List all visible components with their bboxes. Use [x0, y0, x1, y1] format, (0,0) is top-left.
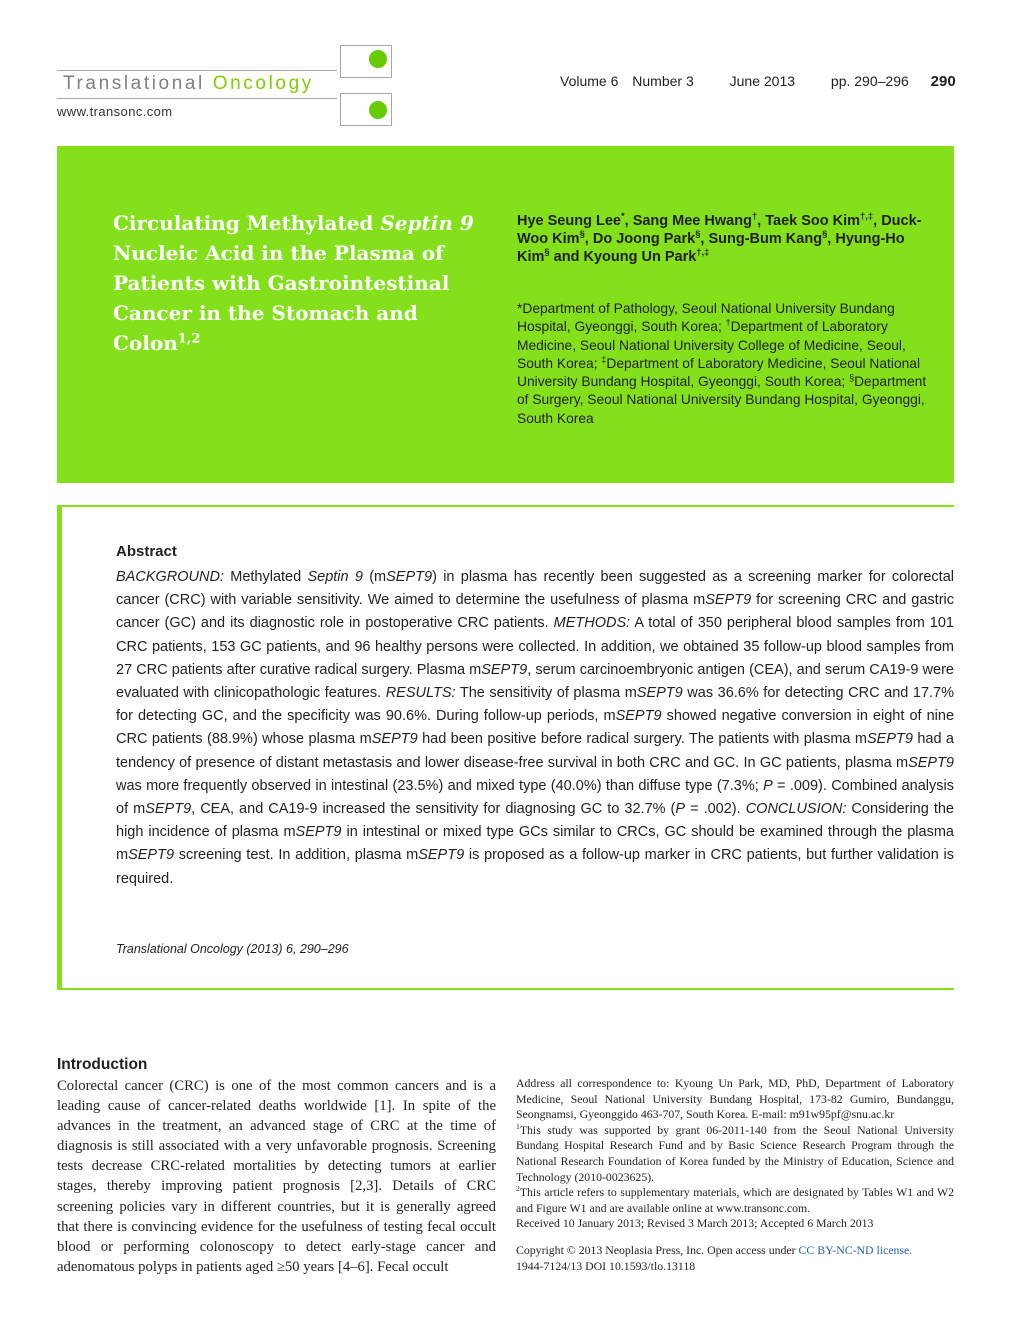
- affiliation-mark: §: [849, 372, 855, 383]
- abstract-text-run: was 36.6% for detecting CRC and 17.7% for detecting GC, and the specificity was 90.6%. During follow-up periods, m: [116, 685, 954, 725]
- abstract-text-run: , serum carcinoembryonic antigen (CEA), and serum CA19-9 were evaluated with clinicopathologic features.: [116, 661, 954, 702]
- affiliation-text: Department of Pathology, Seoul National University Bundang Hospital, Gyeonggi, South Korea;: [517, 301, 895, 335]
- affiliation-mark: †: [725, 317, 731, 328]
- abstract-italic-run: BACKGROUND:: [116, 569, 224, 585]
- author-affiliation-mark: †,‡: [696, 246, 710, 258]
- journal-url[interactable]: www.transonc.com: [57, 104, 173, 119]
- issue-number: Number 3: [632, 73, 694, 89]
- author-name: Sung-Bum Kang: [708, 231, 823, 247]
- abstract-text-run: was more frequently observed in intestinal (23.5%) and mixed type (40.0%) than diffuse type (7.3%;: [116, 777, 764, 794]
- abstract-text-run: for screening CRC and gastric cancer (GC) and its diagnostic role in postoperative CRC patients.: [116, 592, 954, 632]
- abstract-heading: Abstract: [116, 543, 177, 560]
- abstract-text-run: A total of 350 peripheral blood samples from 101 CRC patients, 153 GC patients, and 96 healthy persons were collected. In addition, we obtained 35 follow-up blood samples from 27 CRC patients after curative radical surgery. Plasma m: [116, 615, 954, 678]
- correspondence-note: Address all correspondence to: Kyoung Un Park, MD, PhD, Department of Laboratory Medicine, Seoul National University Bundang Hospital, 173-82 Gumiro, Bundanggu, Seongnamsi, Gyeonggido 463-707, South Korea. E-mail: m91w95pf@snu.ac.kr: [516, 1076, 954, 1122]
- footnotes: [516, 1076, 954, 1232]
- author-list: Hye Seung Lee*, Sang Mee Hwang†, Taek Soo Kim†,‡, Duck-Woo Kim§, Do Joong Park§, Sung-Bum Kang§, Hyung-Ho Kim§ and Kyoung Un Park†,‡: [517, 210, 922, 265]
- doi-line: 1944-7124/13 DOI 10.1593/tlo.13118: [516, 1258, 696, 1273]
- affiliation-text: Department of Laboratory Medicine, Seoul National University College of Medicine, Seoul, South Korea;: [517, 319, 906, 371]
- received-dates: Received 10 January 2013; Revised 3 March 2013; Accepted 6 March 2013: [516, 1216, 874, 1231]
- abstract-text-run: = .002).: [685, 801, 746, 818]
- author-affiliation-mark: †,‡: [860, 210, 874, 222]
- author-name: Sang Mee Hwang: [632, 213, 752, 229]
- affiliation-text: Department of Surgery, Seoul National University Bundang Hospital, Gyeonggi, South Korea: [517, 374, 927, 426]
- affiliation-mark: ‡: [601, 354, 607, 365]
- abstract-italic-run: SEPT9: [371, 731, 418, 748]
- abstract-text-run: (m: [362, 569, 387, 585]
- affiliations: [517, 300, 937, 428]
- author-name: Duck-Woo Kim: [517, 213, 922, 247]
- author-name: Do Joong Park: [592, 231, 696, 247]
- abstract-text-run: showed negative conversion in eight of nine CRC patients (88.9%) whose plasma m: [116, 708, 955, 748]
- abstract-text-run: , CEA, and CA19-9 increased the sensitivity for diagnosing GC to 32.7% (: [191, 801, 676, 818]
- copyright-block: [516, 1243, 954, 1274]
- abstract-text-run: had a tendency of presence of distant metastasis and lower disease-free survival in both CRC and GC. In GC patients, plasma m: [116, 731, 954, 771]
- abstract-italic-run: SEPT9: [418, 847, 465, 864]
- issue-volume: Volume 6: [560, 73, 619, 89]
- issue-info: [560, 73, 956, 90]
- abstract-citation: Translational Oncology (2013) 6, 290–296: [116, 942, 349, 956]
- issue-date: June 2013: [729, 73, 796, 89]
- abstract-text-run: had been positive before radical surgery. The patients with plasma m: [417, 731, 867, 748]
- abstract-italic-run: P: [675, 801, 686, 818]
- author-affiliation-mark: †: [751, 210, 758, 222]
- abstract-body: [116, 566, 954, 891]
- abstract-text-run: in intestinal or mixed type GCs similar to CRCs, GC should be examined through the plasma m: [116, 824, 954, 864]
- logo-dot-bottom-icon: [369, 101, 387, 119]
- abstract-italic-run: SEPT9: [866, 731, 913, 748]
- supplement-note: $^2$This article refers to supplementary materials, which are designated by Tables W1 and W2 and Figure W1 and are available online at www.transonc.com.: [516, 1184, 954, 1215]
- abstract-italic-run: SEPT9: [145, 801, 192, 818]
- author-name: Taek Soo Kim: [765, 213, 861, 229]
- abstract-text-run: Methylated: [223, 569, 308, 585]
- abstract-italic-run: SEPT9: [636, 685, 683, 702]
- license-link[interactable]: CC BY-NC-ND license.: [798, 1243, 913, 1257]
- author-name: Kyoung Un Park: [583, 249, 697, 265]
- abstract-text-run: = .009). Combined analysis of m: [116, 777, 954, 818]
- author-affiliation-mark: *: [620, 210, 625, 222]
- abstract-italic-run: METHODS:: [553, 615, 631, 632]
- abstract-italic-run: SEPT9: [908, 754, 954, 771]
- abstract-italic-run: SEPT9: [295, 824, 342, 841]
- abstract-italic-run: Septin 9: [307, 569, 363, 585]
- abstract-text-run: The sensitivity of plasma m: [455, 685, 637, 702]
- funding-note: $^1$This study was supported by grant 06-2011-140 from the Seoul National University Bundang Hospital Research Fund and by Basic Science Research Program through the National Research Foundation of Korea funded by the Ministry of Education, Science and Technology (2010-0023625).: [516, 1121, 954, 1184]
- author-affiliation-mark: §: [544, 246, 550, 258]
- abstract-italic-run: SEPT9: [481, 661, 528, 678]
- affiliation-text: Department of Laboratory Medicine, Seoul National University Bundang Hospital, Gyeonggi, South Korea;: [517, 355, 921, 390]
- introduction-heading: Introduction: [57, 1056, 148, 1073]
- page-number: 290: [930, 73, 956, 90]
- abstract-italic-run: SEPT9: [128, 847, 175, 864]
- author-affiliation-mark: §: [579, 228, 585, 240]
- journal-logo-text: Translational Oncology: [63, 73, 314, 94]
- author-affiliation-mark: §: [695, 228, 701, 240]
- abstract-text-run: screening test. In addition, plasma m: [174, 847, 419, 864]
- issue-pages: pp. 290–296: [830, 73, 909, 89]
- affiliation-mark: *: [517, 301, 523, 316]
- abstract-text-run: Considering the high incidence of plasma m: [116, 801, 954, 841]
- author-name: Hyung-Ho Kim: [517, 231, 905, 265]
- abstract-italic-run: SEPT9: [615, 708, 662, 725]
- abstract-rule-bottom: [57, 988, 954, 990]
- logo-dot-top-icon: [369, 50, 387, 68]
- paper-title: Circulating Methylated Septin 9 Nucleic Acid in the Plasma of Patients with Gastrointestinal Cancer in the Stomach and Colon$^{1,2}$: [113, 211, 474, 355]
- author-name: Hye Seung Lee: [517, 213, 621, 229]
- author-affiliation-mark: §: [822, 228, 828, 240]
- abstract-italic-run: RESULTS:: [385, 685, 456, 702]
- abstract-italic-run: P: [763, 777, 773, 794]
- abstract-text-run: ) in plasma has recently been suggested as a screening marker for colorectal cancer (CRC) with variable sensitivity. We aimed to determine the usefulness of plasma m: [116, 569, 954, 609]
- abstract-text-run: is proposed as a follow-up marker in CRC patients, but further validation is required.: [116, 847, 954, 887]
- abstract-rule-left: [57, 505, 62, 990]
- abstract-rule-top: [57, 505, 954, 507]
- abstract-italic-run: SEPT9: [705, 592, 752, 609]
- introduction-body: Colorectal cancer (CRC) is one of the most common cancers and is a leading cause of cancer-related deaths worldwide [1]. In spite of the advances in the treatment, an advanced stage of CRC at the time of diagnosis is still associated with a very unfavorable prognosis. Screening tests decrease CRC-related mortalities by detecting tumors at earlier stages, thereby improving patient prognosis [2,3]. Details of CRC screening policies vary in different countries, but it is generally agreed that there is convincing evidence for the usefulness of testing fecal occult blood or performing colonoscopy to detect early-stage cancer and adenomatous polyps in patients aged ≥50 years [4–6]. Fecal occult: [57, 1078, 496, 1275]
- abstract-italic-run: SEPT9: [386, 569, 433, 585]
- copyright-line: Copyright © 2013 Neoplasia Press, Inc. Open access under CC BY-NC-ND license.: [516, 1243, 913, 1257]
- abstract-italic-run: CONCLUSION:: [745, 801, 847, 818]
